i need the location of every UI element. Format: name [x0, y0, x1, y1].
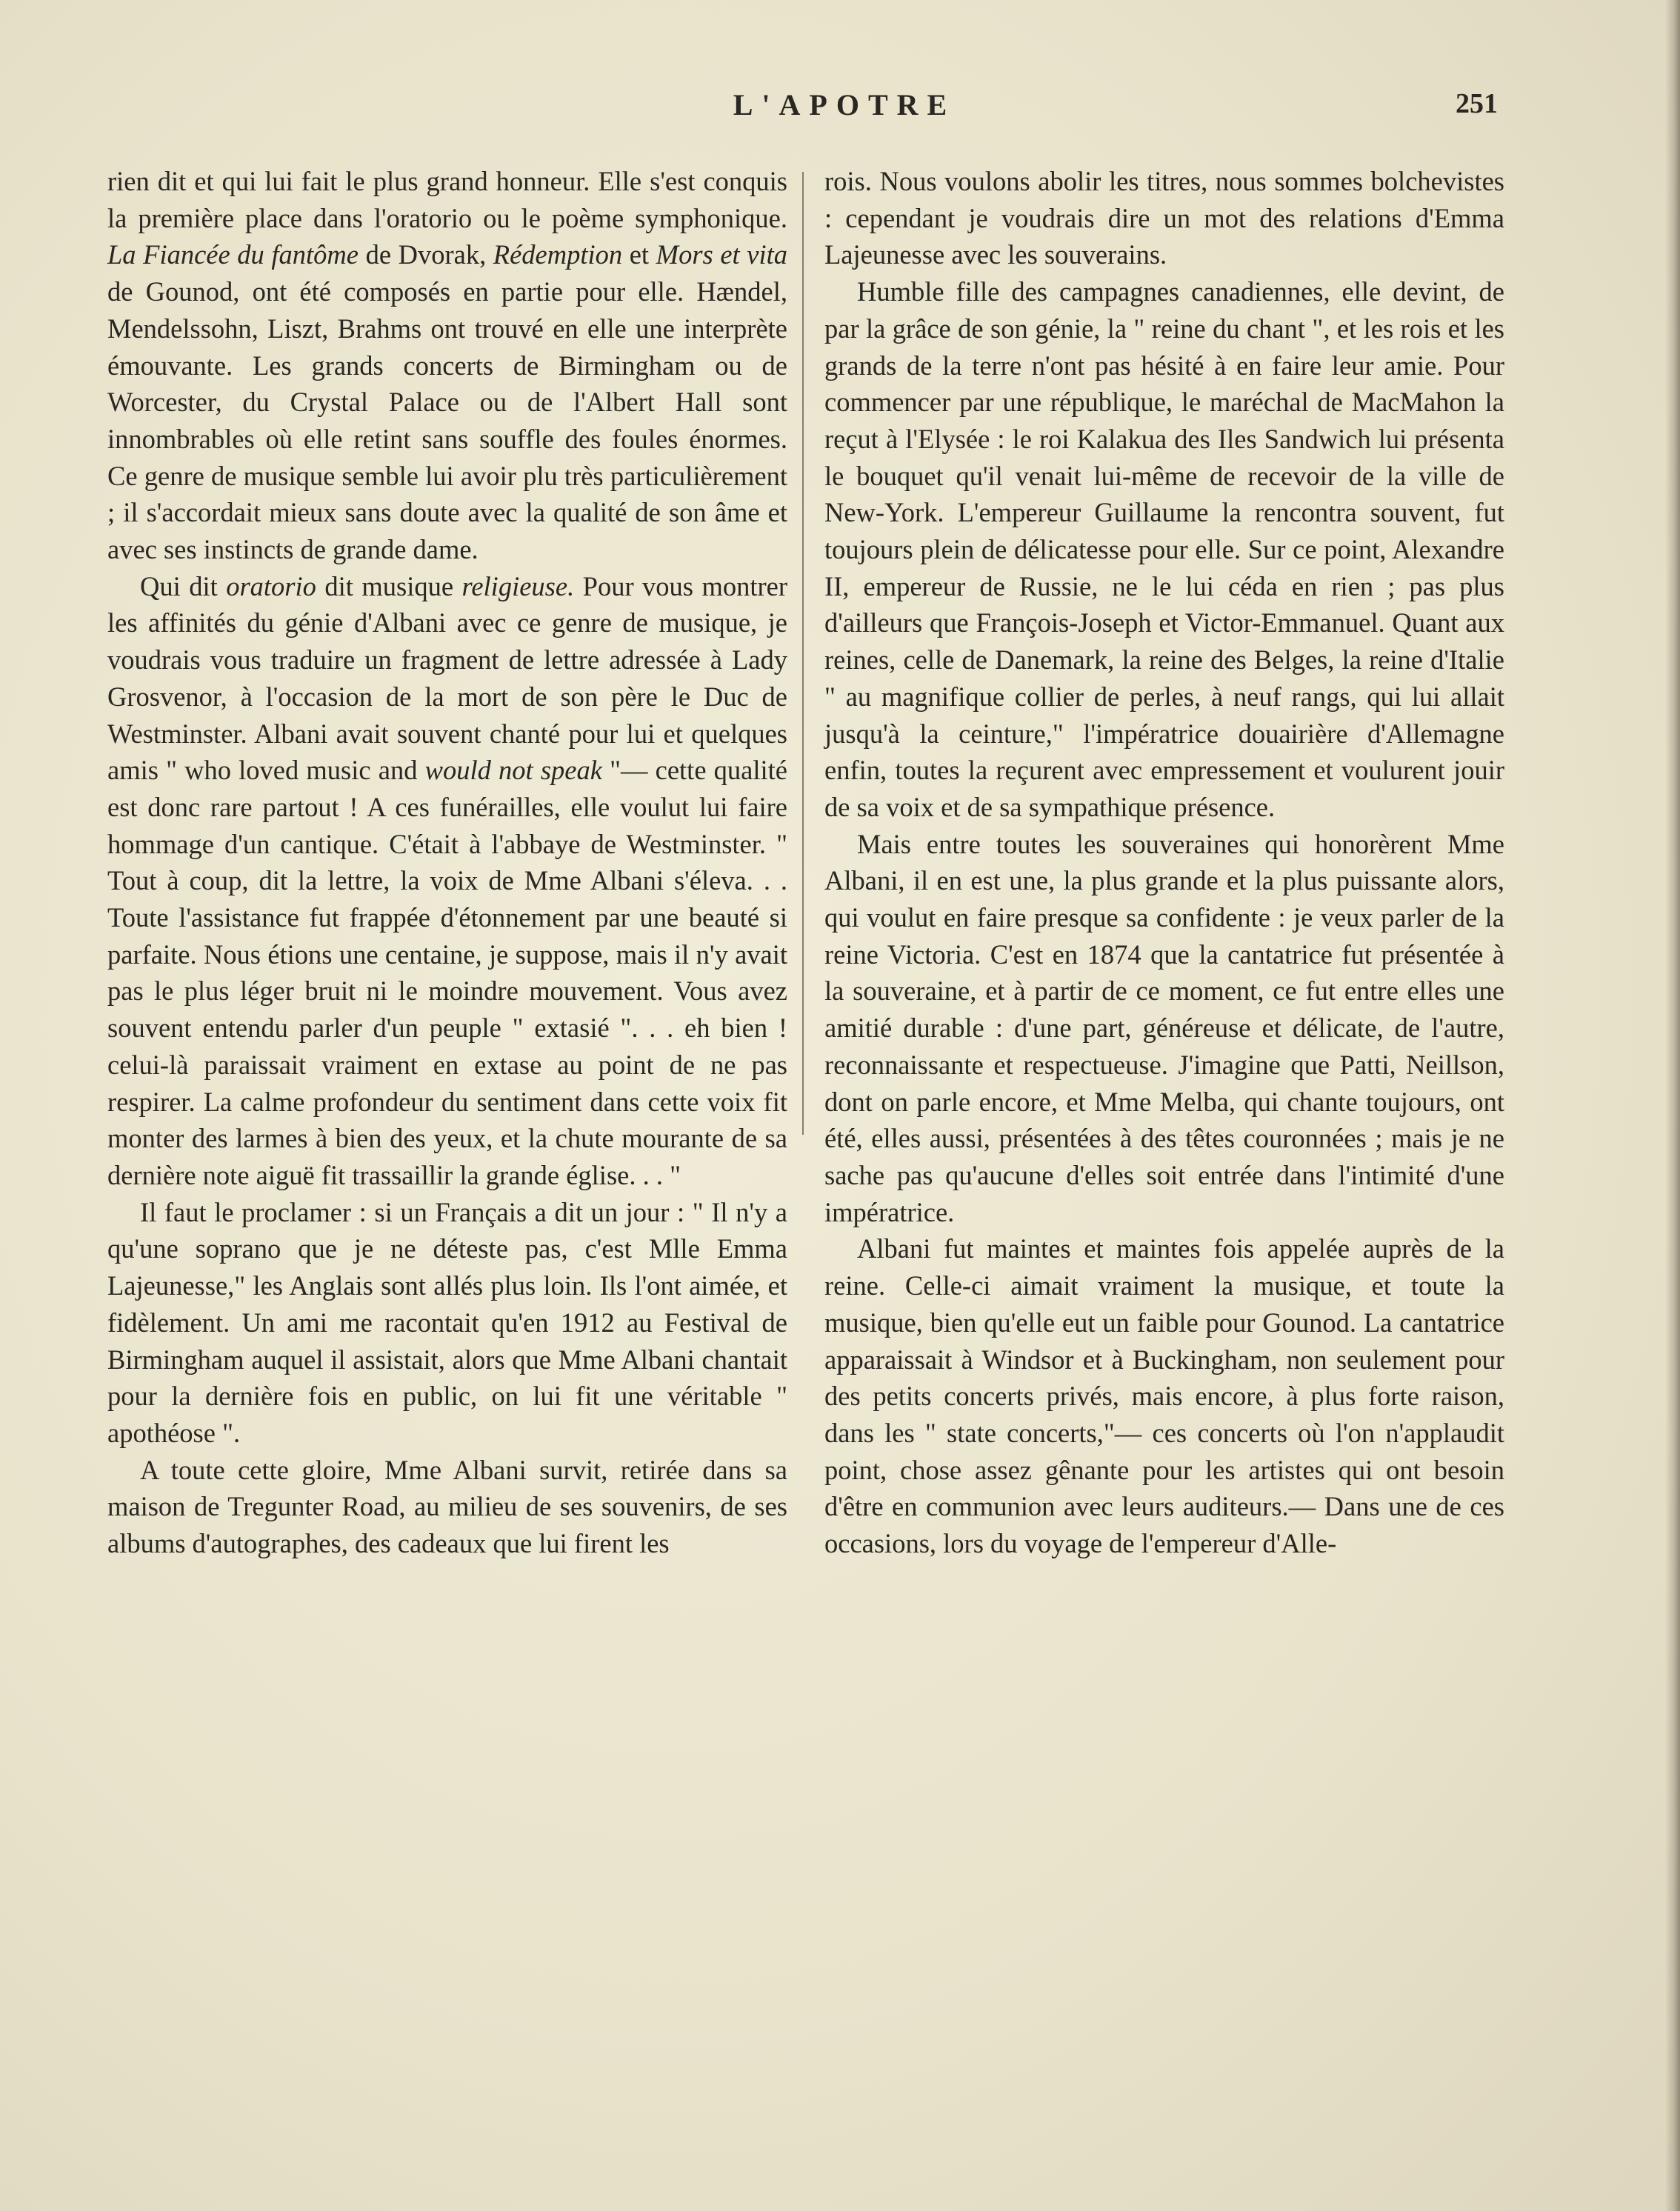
left-paragraph-3: Il faut le proclamer : si un Français a dit un jour : " Il n'y a qu'une soprano que je ne déteste pas, c'est Mlle Emma Lajeunesse," les Anglais sont allés plus loin. Ils l'ont aimée, et fidèlement. Un ami me racontait qu'en 1912 au Festival de Birmingham auquel il assistait, alors que Mme Albani chantait pour la dernière fois en public, on lui fit une véritable " apothéose ".: [107, 1196, 787, 1448]
left-p1-text-2: de Dvorak,: [365, 239, 487, 270]
left-p1-text-4: de Gounod, ont été composés en partie pour elle. Hændel, Mendelssohn, Liszt, Brahms ont trouvé en elle une interprète émouvante. Les grands concerts de Birmingham ou de Worcester, du Crystal Palace ou de l'Albert Hall sont innombrables où elle retint sans souffle des foules énormes. Ce genre de musique semble lui avoir plu très particulièrement ; il s'accordait mieux sans doute avec la qualité de son âme et avec ses instincts de grande dame.: [107, 276, 787, 565]
left-paragraph-1: [107, 163, 787, 568]
running-title: L'APOTRE: [733, 88, 956, 121]
right-paragraph-1: rois. Nous voulons abolir les titres, nous sommes bolchevistes : cependant je voudrais dire un mot des relations d'Emma Lajeunesse avec les souverains.: [824, 166, 1504, 270]
column-divider: [802, 172, 804, 1135]
running-header: [0, 87, 1680, 129]
left-p2-italic-3: would not speak: [424, 755, 602, 786]
left-paragraph-4: A toute cette gloire, Mme Albani survit, retirée dans sa maison de Tregunter Road, au milieu de ses souvenirs, de ses albums d'autographes, des cadeaux que lui firent les: [107, 1454, 787, 1559]
left-p1-italic-3: Mors et vita: [656, 239, 787, 270]
left-p2-text-3: Pour vous montrer les affinités du génie d'Albani avec ce genre de musique, je voudrais vous traduire un fragment de lettre adressée à Lady Grosvenor, à l'occasion de la mort de son père le Duc de Westminster. Albani avait souvent chanté pour lui et quelques amis " who loved music and: [107, 570, 787, 786]
right-paragraph-3: Mais entre toutes les souveraines qui honorèrent Mme Albani, il en est une, la plus grande et la plus puissante alors, qui voulut en faire presque sa confidente : je veux parler de la reine Victoria. C'est en 1874 que la cantatrice fut présentée à la souveraine, et à partir de ce moment, ce fut entre elles une amitié durable : d'une part, généreuse et délicate, de l'autre, reconnaissante et respectueuse. J'imagine que Patti, Neillson, dont on parle encore, et Mme Melba, qui chante toujours, ont été, elles aussi, présentées à des têtes couronnées ; mais je ne sache pas qu'aucune d'elles soit entrée dans l'intimité d'une impératrice.: [824, 828, 1504, 1227]
left-p2-text-2: dit musique: [324, 570, 454, 601]
left-p1-text-3: et: [629, 239, 650, 270]
left-p1-italic-1: La Fiancée du fantôme: [107, 239, 359, 270]
right-paragraph-2: Humble fille des campagnes canadiennes, elle devint, de par la grâce de son génie, la " reine du chant ", et les rois et les grands de la terre n'ont pas hésité à en faire leur amie. Pour commencer par une république, le maréchal de MacMahon la reçut à l'Elysée : le roi Kalakua des Iles Sandwich lui présenta le bouquet qu'il venait lui-même de recevoir de la ville de New-York. L'empereur Guillaume la rencontra souvent, fut toujours plein de délicatesse pour elle. Sur ce point, Alexandre II, empereur de Russie, ne le lui céda en rien ; pas plus d'ailleurs que François-Joseph et Victor-Emmanuel. Quant aux reines, celle de Danemark, la reine des Belges, la reine d'Italie " au magnifique collier de perles, à neuf rangs, qui lui allait jusqu'à la ceinture," l'impératrice douairière d'Allemagne enfin, toutes la reçurent avec empressement et voulurent jouir de sa voix et de sa sympathique présence.: [824, 276, 1504, 822]
left-p1-text-1: rien dit et qui lui fait le plus grand honneur. Elle s'est conquis la première place dans l'oratorio ou le poème symphonique.: [107, 166, 787, 233]
page-number: 251: [1456, 88, 1498, 119]
page-edge-shadow: [1665, 0, 1680, 2211]
left-paragraph-2: [107, 568, 787, 1194]
right-column: [824, 163, 1504, 1562]
left-p2-text-4: "— cette qualité est donc rare partout ! A ces funérailles, elle voulut lui faire hommage d'un cantique. C'était à l'abbaye de Westminster. " Tout à coup, dit la lettre, la voix de Mme Albani s'éleva. . . Toute l'assistance fut frappée d'étonnement par une beauté si parfaite. Nous étions une centaine, je suppose, mais il n'y avait pas le plus léger bruit ni le moindre mouvement. Vous avez souvent entendu parler d'un peuple " extasié ". . . eh bien ! celui-là paraissait vraiment en extase au point de ne pas respirer. La calme profondeur du sentiment dans cette voix fit monter des larmes à bien des yeux, et la chute mourante de sa dernière note aiguë fit trassaillir la grande église. . . ": [107, 755, 787, 1190]
left-column: [107, 163, 787, 1562]
left-p2-italic-2: religieuse.: [461, 570, 575, 601]
right-paragraph-4: Albani fut maintes et maintes fois appelée auprès de la reine. Celle-ci aimait vraiment la musique, et toute la musique, bien qu'elle eut un faible pour Gounod. La cantatrice apparaissait à Windsor et à Buckingham, non seulement pour des petits concerts privés, mais encore, à plus forte raison, dans les " state concerts,"— ces concerts où l'on n'applaudit point, chose assez gênante pour les artistes qui ont besoin d'être en communion avec leurs auditeurs.— Dans une de ces occasions, lors du voyage de l'empereur d'Alle-: [824, 1233, 1504, 1559]
left-p2-italic-1: oratorio: [226, 570, 316, 601]
left-p2-text-1: Qui dit: [140, 570, 218, 601]
left-p1-italic-2: Rédemption: [493, 239, 623, 270]
